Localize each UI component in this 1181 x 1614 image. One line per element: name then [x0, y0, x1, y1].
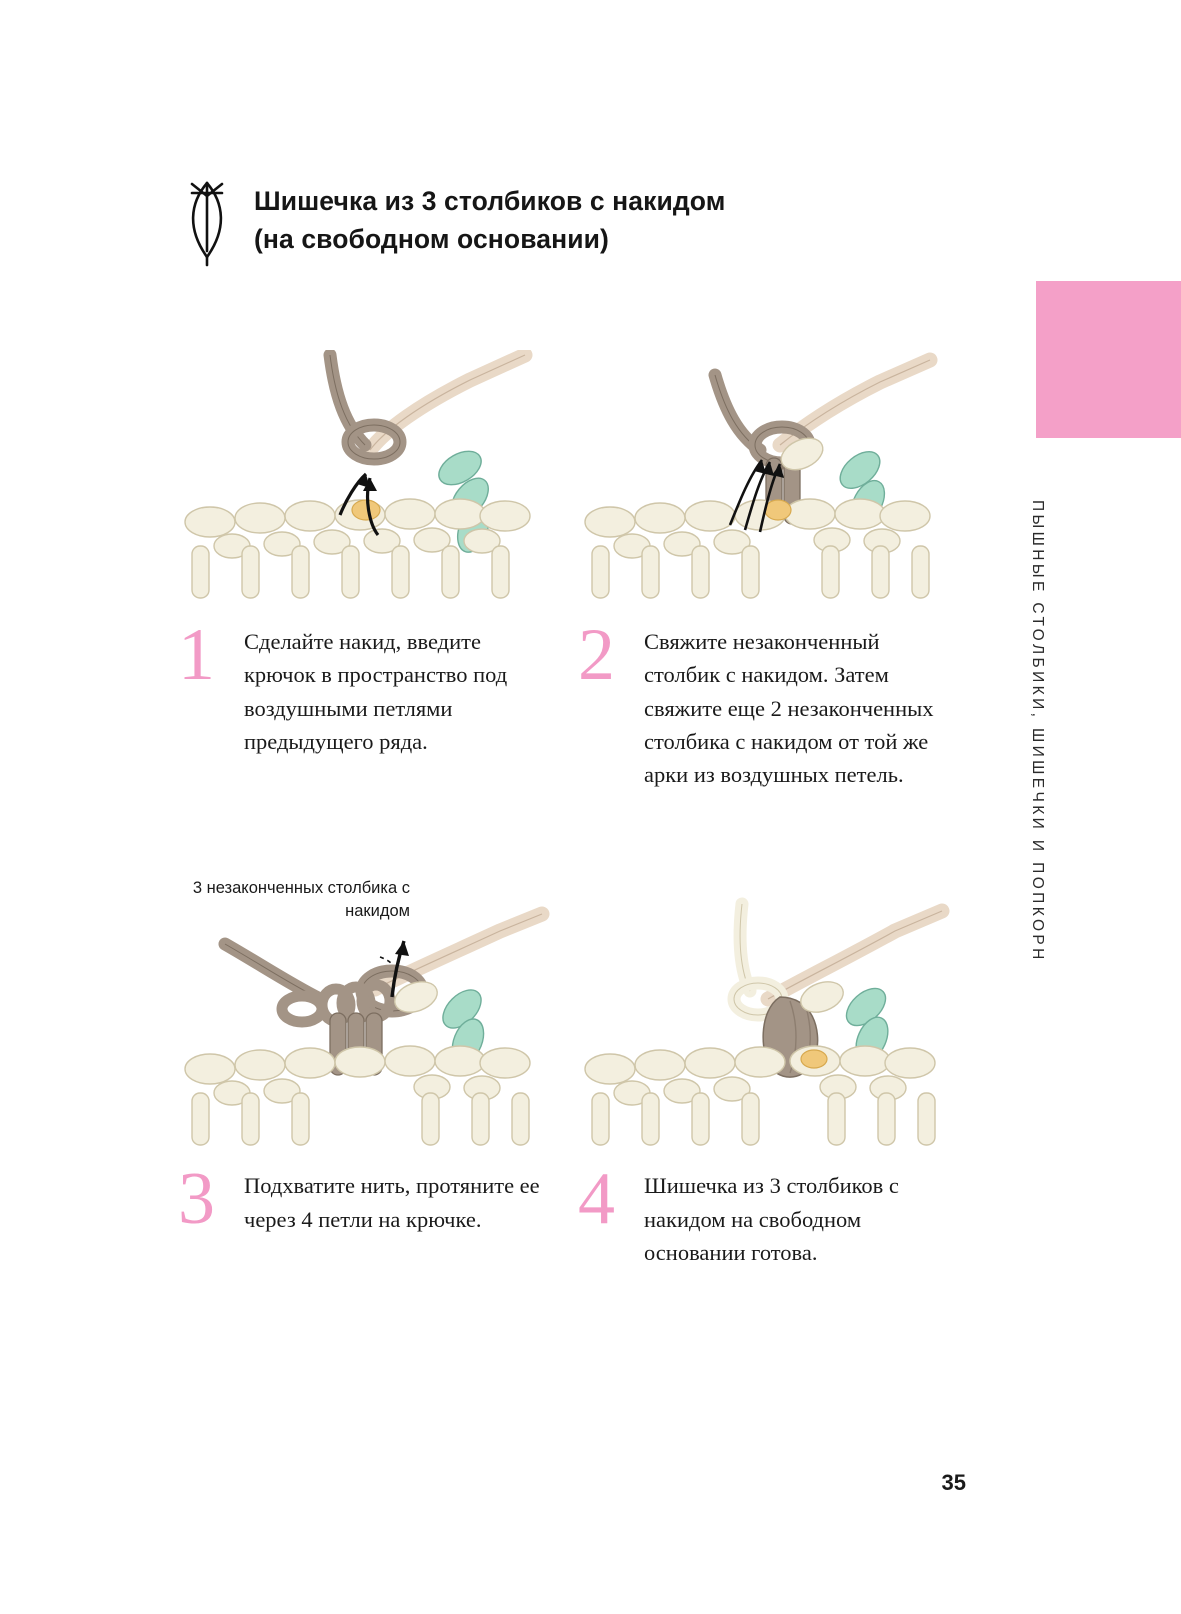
step-3-illustration [170, 869, 570, 1169]
step-1-number: 1 [178, 614, 215, 696]
steps-container [170, 350, 970, 1269]
step-4 [570, 869, 970, 1269]
step-4-text: Шишечка из 3 столбиков с накидом на свободном основании готова. [644, 1173, 899, 1266]
step-2-caption [570, 614, 970, 791]
title-line-1: Шишечка из 3 столбиков с накидом [254, 186, 726, 216]
step-row-top [170, 350, 970, 791]
step-4-illustration [570, 869, 970, 1169]
step-4-number: 4 [578, 1158, 615, 1241]
step-1-illustration [170, 350, 570, 625]
step-2 [570, 350, 970, 791]
crochet-puff-symbol-icon [178, 179, 236, 269]
page-number: 35 [941, 1470, 966, 1495]
step-1 [170, 350, 570, 791]
step-3-text: Подхватите нить, протяните ее через 4 петли на крючке. [244, 1173, 540, 1232]
step-3-caption [170, 1158, 570, 1241]
step-row-bottom [170, 869, 970, 1269]
step-3-number: 3 [178, 1158, 215, 1241]
step-3-annotation: 3 незаконченных столбика с накидом [192, 879, 410, 920]
step-2-text: Свяжите незаконченный столбик с накидом. Затем свяжите еще 2 незаконченных столбика с накидом от той же арки из воздушных петель. [644, 629, 934, 788]
step-3 [170, 869, 570, 1269]
step-2-number: 2 [578, 614, 615, 696]
chapter-color-tab [1036, 281, 1181, 438]
step-4-caption [570, 1158, 970, 1269]
chapter-side-label: ПЫШНЫЕ СТОЛБИКИ, ШИШЕЧКИ И ПОПКОРН [1029, 500, 1046, 963]
page-title [254, 175, 725, 258]
step-2-illustration [570, 350, 970, 625]
title-line-2: (на свободном основании) [254, 223, 609, 254]
step-1-caption [170, 614, 570, 758]
step-1-text: Сделайте накид, введите крючок в пространство под воздушными петлями предыдущего ряда. [244, 629, 508, 754]
section-header [178, 175, 878, 269]
